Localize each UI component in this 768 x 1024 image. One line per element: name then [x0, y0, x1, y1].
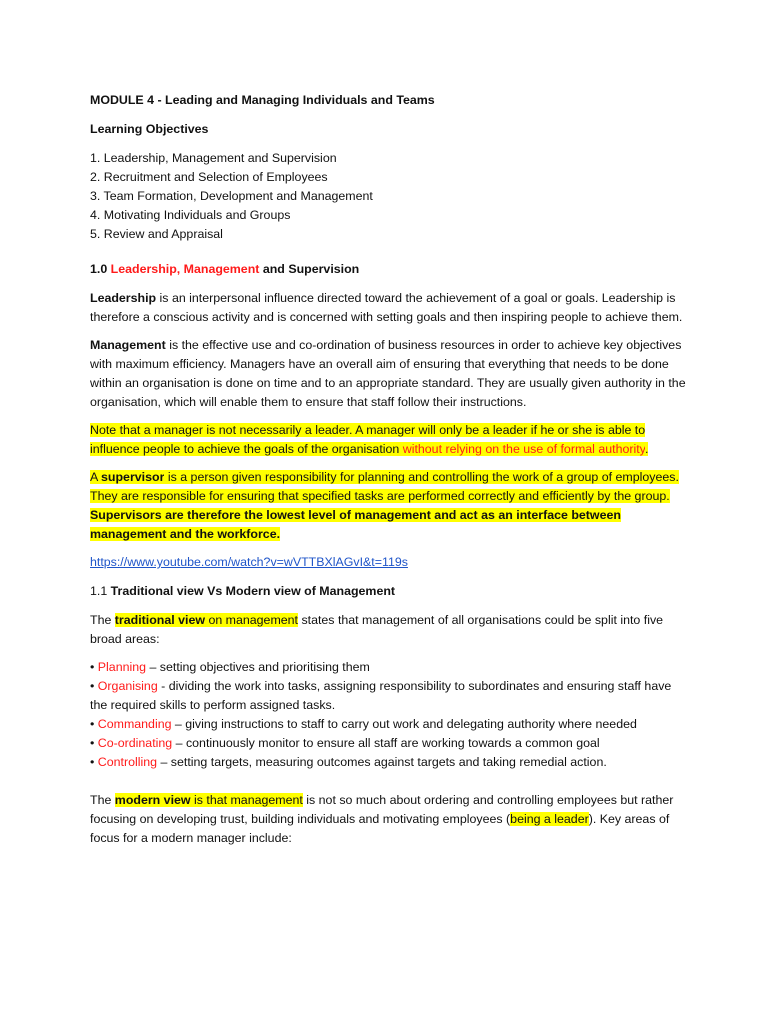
objectives-list	[90, 149, 690, 244]
traditional-view-text: states that management of all organisations could be split into five broad areas:	[90, 613, 664, 646]
objective-item: 3. Team Formation, Development and Management	[90, 189, 373, 203]
management-term: Management	[90, 338, 166, 352]
supervisor-paragraph	[90, 468, 690, 544]
list-item	[90, 734, 690, 753]
bullet-icon: •	[90, 755, 95, 769]
list-item-text: – giving instructions to staff to carry out work and delegating authority where needed	[171, 717, 637, 731]
list-item	[90, 677, 690, 715]
traditional-view-highlight: on management	[205, 613, 298, 627]
section-heading-rest: and Supervision	[259, 262, 360, 276]
modern-view-text-end: ). Key areas of focus for a modern manager include:	[90, 812, 670, 845]
bullet-icon: •	[90, 679, 95, 693]
objective-item: 1. Leadership, Management and Supervision	[90, 151, 337, 165]
supervisor-text: is a person given responsibility for planning and controlling the work of a group of employees. They are responsible for ensuring that specified tasks are performed correctly and efficiently by the group.	[90, 470, 679, 503]
supervisor-bold-text: Supervisors are therefore the lowest level of management and act as an interface between management and the workforce.	[90, 508, 621, 541]
management-areas-list	[90, 658, 690, 772]
leadership-paragraph	[90, 289, 690, 327]
management-text: is the effective use and co-ordination of business resources in order to achieve key objectives with maximum efficiency. Managers have an overall aim of ensuring that everything that needs to be done within an organisation is done on time and to an appropriate standard. They are usually given authority in the organisation, which will enable them to ensure that staff follow their instructions.	[90, 338, 686, 409]
list-item-text: – setting objectives and prioritising them	[146, 660, 370, 674]
list-item-term: Co-ordinating	[94, 736, 173, 750]
objective-item: 4. Motivating Individuals and Groups	[90, 208, 291, 222]
video-link-paragraph	[90, 553, 690, 572]
list-item-text: - dividing the work into tasks, assigning responsibility to subordinates and ensuring staff have the required skills to perform assigned tasks.	[90, 679, 672, 712]
management-paragraph	[90, 336, 690, 412]
module-title: MODULE 4 - Leading and Managing Individuals and Teams	[90, 93, 435, 107]
modern-view-highlight: is that management	[190, 793, 303, 807]
modern-view-text: is not so much about ordering and controlling employees but rather focusing on developing trust, building individuals and motivating employees (	[90, 793, 674, 826]
list-item	[90, 753, 690, 772]
being-a-leader-highlight: being a leader	[510, 812, 589, 826]
objective-item: 2. Recruitment and Selection of Employees	[90, 170, 328, 184]
leadership-term: Leadership	[90, 291, 157, 305]
traditional-view-paragraph	[90, 611, 690, 649]
modern-view-paragraph	[90, 791, 690, 848]
list-item-text: – setting targets, measuring outcomes against targets and taking remedial action.	[157, 755, 607, 769]
section-heading-red: Leadership, Management	[110, 262, 260, 276]
leadership-text: is an interpersonal influence directed toward the achievement of a goal or goals. Leadership is therefore a conscious activity and is concerned with setting goals and then inspiring people to achieve them.	[90, 291, 683, 324]
bullet-icon: •	[90, 660, 95, 674]
modern-view-term: modern view	[114, 793, 191, 807]
learning-objectives-heading: Learning Objectives	[90, 122, 209, 136]
list-item-term: Controlling	[94, 755, 158, 769]
list-item-term: Planning	[94, 660, 147, 674]
note-paragraph	[90, 421, 690, 459]
section-heading-1-0	[90, 260, 690, 279]
note-red-text: without relying on the use of formal authority	[402, 442, 645, 456]
list-item-term: Organising	[94, 679, 158, 693]
youtube-link[interactable]: https://www.youtube.com/watch?v=wVTTBXlAGvI&t=119s	[90, 555, 408, 569]
subsection-number: 1.1	[90, 584, 111, 598]
supervisor-article: A	[90, 470, 102, 484]
list-item-text: – continuously monitor to ensure all staff are working towards a common goal	[172, 736, 600, 750]
list-item-term: Commanding	[94, 717, 172, 731]
section-number: 1.0	[90, 262, 111, 276]
objective-item: 5. Review and Appraisal	[90, 227, 223, 241]
section-heading-1-1	[90, 582, 690, 601]
modern-the: The	[90, 793, 115, 807]
traditional-view-term: traditional view	[114, 613, 205, 627]
traditional-the: The	[90, 613, 115, 627]
subsection-title: Traditional view Vs Modern view of Management	[110, 584, 396, 598]
supervisor-term: supervisor	[101, 470, 165, 484]
note-text: Note that a manager is not necessarily a leader. A manager will only be a leader if he or she is able to influence people to achieve the goals of the organisation	[90, 423, 646, 456]
note-end: .	[644, 442, 649, 456]
list-item	[90, 715, 690, 734]
bullet-icon: •	[90, 736, 95, 750]
list-item	[90, 658, 690, 677]
document-body	[90, 91, 690, 857]
bullet-icon: •	[90, 717, 95, 731]
